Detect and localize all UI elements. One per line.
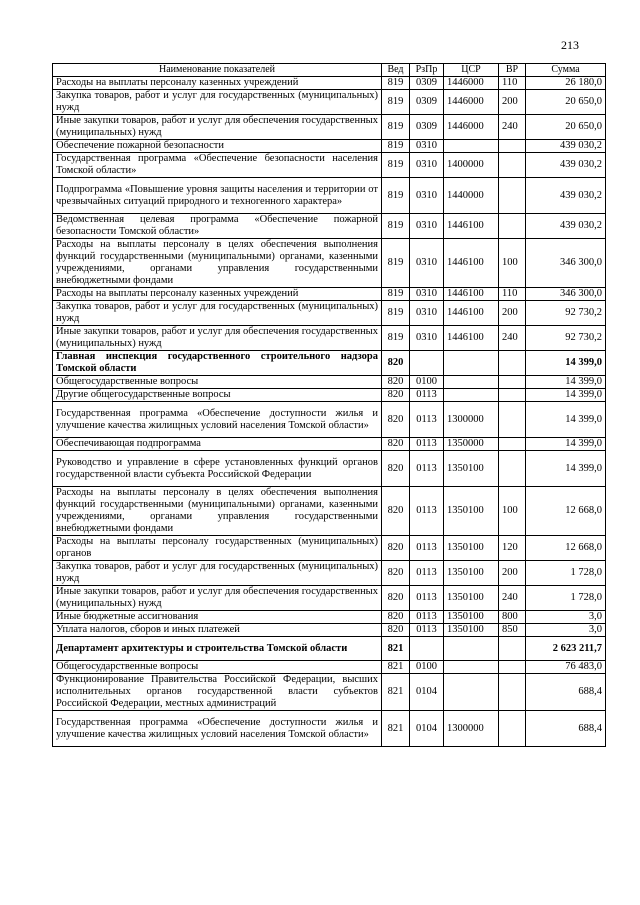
cell-sum: 439 030,2 (526, 178, 606, 214)
cell-vr: 100 (499, 239, 526, 288)
cell-ved: 820 (382, 487, 410, 536)
cell-csr: 1400000 (444, 153, 499, 178)
cell-name: Государственная программа «Обеспечение доступности жилья и улучшение качества жилищных условий населения Томской области» (53, 402, 382, 438)
cell-rzpr: 0113 (410, 389, 444, 402)
table-row (53, 611, 606, 624)
cell-rzpr: 0113 (410, 536, 444, 561)
cell-csr: 1350100 (444, 451, 499, 487)
cell-rzpr: 0113 (410, 611, 444, 624)
cell-csr: 1446100 (444, 301, 499, 326)
cell-rzpr: 0310 (410, 239, 444, 288)
cell-ved: 819 (382, 140, 410, 153)
cell-ved: 819 (382, 178, 410, 214)
table-row (53, 674, 606, 711)
table-row (53, 239, 606, 288)
table-row (53, 711, 606, 747)
cell-ved: 821 (382, 674, 410, 711)
cell-name: Главная инспекция государственного строительного надзора Томской области (53, 351, 382, 376)
cell-csr: 1350100 (444, 536, 499, 561)
table-row (53, 536, 606, 561)
cell-csr (444, 140, 499, 153)
cell-csr: 1300000 (444, 402, 499, 438)
cell-ved: 819 (382, 239, 410, 288)
cell-csr: 1350100 (444, 611, 499, 624)
cell-csr: 1446000 (444, 77, 499, 90)
cell-csr (444, 351, 499, 376)
table-row (53, 586, 606, 611)
cell-csr (444, 661, 499, 674)
cell-vr: 200 (499, 301, 526, 326)
table-row (53, 140, 606, 153)
cell-sum: 92 730,2 (526, 326, 606, 351)
cell-csr (444, 376, 499, 389)
table-row (53, 351, 606, 376)
cell-rzpr: 0113 (410, 451, 444, 487)
cell-ved: 820 (382, 402, 410, 438)
table-row (53, 115, 606, 140)
cell-name: Общегосударственные вопросы (53, 661, 382, 674)
cell-csr: 1446100 (444, 326, 499, 351)
cell-ved: 820 (382, 611, 410, 624)
cell-sum: 1 728,0 (526, 561, 606, 586)
header-csr: ЦСР (444, 64, 499, 77)
cell-ved: 819 (382, 77, 410, 90)
cell-vr: 120 (499, 536, 526, 561)
cell-rzpr: 0113 (410, 624, 444, 637)
cell-sum: 14 399,0 (526, 438, 606, 451)
cell-rzpr: 0310 (410, 288, 444, 301)
cell-name: Обеспечивающая подпрограмма (53, 438, 382, 451)
cell-name: Иные закупки товаров, работ и услуг для обеспечения государственных (муниципальных) нужд (53, 326, 382, 351)
cell-rzpr: 0310 (410, 153, 444, 178)
cell-ved: 819 (382, 115, 410, 140)
cell-csr: 1350100 (444, 561, 499, 586)
cell-sum: 20 650,0 (526, 115, 606, 140)
cell-sum: 346 300,0 (526, 239, 606, 288)
table-row (53, 438, 606, 451)
cell-name: Государственная программа «Обеспечение безопасности населения Томской области» (53, 153, 382, 178)
cell-rzpr: 0104 (410, 711, 444, 747)
cell-ved: 819 (382, 153, 410, 178)
cell-sum: 439 030,2 (526, 140, 606, 153)
cell-name: Иные закупки товаров, работ и услуг для обеспечения государственных (муниципальных) нужд (53, 586, 382, 611)
cell-name: Расходы на выплаты персоналу в целях обеспечения выполнения функций государственными (муниципальными) органами, казенными учреждениями, органами управления государственными внебюджетными фондами (53, 239, 382, 288)
cell-sum: 92 730,2 (526, 301, 606, 326)
cell-rzpr: 0310 (410, 140, 444, 153)
cell-vr (499, 674, 526, 711)
cell-sum: 3,0 (526, 624, 606, 637)
cell-name: Руководство и управление в сфере установленных функций органов государственной власти субъекта Российской Федерации (53, 451, 382, 487)
cell-vr (499, 178, 526, 214)
cell-vr (499, 402, 526, 438)
cell-vr (499, 438, 526, 451)
cell-csr: 1350100 (444, 487, 499, 536)
cell-sum: 1 728,0 (526, 586, 606, 611)
cell-name: Ведомственная целевая программа «Обеспечение пожарной безопасности Томской области» (53, 214, 382, 239)
cell-csr: 1440000 (444, 178, 499, 214)
header-ved: Вед (382, 64, 410, 77)
table-row (53, 178, 606, 214)
table-body (53, 77, 606, 747)
cell-csr (444, 389, 499, 402)
cell-rzpr: 0113 (410, 561, 444, 586)
cell-rzpr (410, 351, 444, 376)
cell-vr (499, 376, 526, 389)
cell-rzpr: 0113 (410, 402, 444, 438)
cell-name: Иные бюджетные ассигнования (53, 611, 382, 624)
cell-vr (499, 711, 526, 747)
cell-rzpr: 0100 (410, 376, 444, 389)
cell-name: Функционирование Правительства Российской Федерации, высших исполнительных органов государственной власти субъектов Российской Федерации, местных администраций (53, 674, 382, 711)
table-row (53, 301, 606, 326)
cell-ved: 819 (382, 90, 410, 115)
cell-ved: 820 (382, 561, 410, 586)
cell-csr: 1350000 (444, 438, 499, 451)
header-rzpr: РзПр (410, 64, 444, 77)
cell-csr: 1446100 (444, 239, 499, 288)
cell-name: Закупка товаров, работ и услуг для государственных (муниципальных) нужд (53, 90, 382, 115)
cell-sum: 20 650,0 (526, 90, 606, 115)
cell-vr (499, 140, 526, 153)
cell-rzpr: 0104 (410, 674, 444, 711)
cell-ved: 819 (382, 288, 410, 301)
cell-csr (444, 637, 499, 661)
cell-ved: 819 (382, 326, 410, 351)
cell-vr (499, 389, 526, 402)
cell-ved: 819 (382, 214, 410, 239)
cell-vr (499, 661, 526, 674)
cell-ved: 819 (382, 301, 410, 326)
cell-sum: 439 030,2 (526, 214, 606, 239)
table-row (53, 389, 606, 402)
table-row (53, 77, 606, 90)
cell-vr: 200 (499, 561, 526, 586)
table-row (53, 288, 606, 301)
cell-ved: 820 (382, 438, 410, 451)
cell-ved: 820 (382, 389, 410, 402)
table-row (53, 326, 606, 351)
cell-name: Государственная программа «Обеспечение доступности жилья и улучшение качества жилищных условий населения Томской области» (53, 711, 382, 747)
cell-name: Общегосударственные вопросы (53, 376, 382, 389)
cell-vr: 200 (499, 90, 526, 115)
cell-rzpr (410, 637, 444, 661)
table-row (53, 214, 606, 239)
cell-csr: 1446000 (444, 115, 499, 140)
cell-vr: 800 (499, 611, 526, 624)
table-row (53, 90, 606, 115)
cell-sum: 14 399,0 (526, 351, 606, 376)
table-row (53, 561, 606, 586)
cell-name: Расходы на выплаты персоналу казенных учреждений (53, 288, 382, 301)
cell-sum: 14 399,0 (526, 402, 606, 438)
cell-csr: 1446100 (444, 288, 499, 301)
cell-name: Закупка товаров, работ и услуг для государственных (муниципальных) нужд (53, 561, 382, 586)
cell-ved: 821 (382, 661, 410, 674)
cell-sum: 346 300,0 (526, 288, 606, 301)
cell-vr (499, 637, 526, 661)
table-row (53, 451, 606, 487)
cell-name: Уплата налогов, сборов и иных платежей (53, 624, 382, 637)
cell-name: Другие общегосударственные вопросы (53, 389, 382, 402)
cell-rzpr: 0310 (410, 301, 444, 326)
cell-name: Департамент архитектуры и строительства Томской области (53, 637, 382, 661)
cell-rzpr: 0113 (410, 438, 444, 451)
cell-csr (444, 674, 499, 711)
cell-ved: 821 (382, 711, 410, 747)
cell-vr: 240 (499, 586, 526, 611)
cell-vr (499, 451, 526, 487)
budget-table (52, 63, 606, 747)
cell-rzpr: 0309 (410, 90, 444, 115)
cell-sum: 14 399,0 (526, 389, 606, 402)
cell-vr (499, 214, 526, 239)
page-number: 213 (561, 38, 579, 52)
cell-sum: 688,4 (526, 711, 606, 747)
table-row (53, 624, 606, 637)
cell-sum: 14 399,0 (526, 451, 606, 487)
cell-sum: 688,4 (526, 674, 606, 711)
cell-vr (499, 153, 526, 178)
header-vr: ВР (499, 64, 526, 77)
cell-rzpr: 0309 (410, 115, 444, 140)
cell-ved: 820 (382, 451, 410, 487)
cell-name: Расходы на выплаты персоналу в целях обеспечения выполнения функций государственными (муниципальными) органами, казенными учреждениями, органами управления государственными внебюджетными фондами (53, 487, 382, 536)
cell-name: Расходы на выплаты персоналу казенных учреждений (53, 77, 382, 90)
cell-name: Расходы на выплаты персоналу государственных (муниципальных) органов (53, 536, 382, 561)
cell-sum: 3,0 (526, 611, 606, 624)
cell-sum: 12 668,0 (526, 536, 606, 561)
cell-rzpr: 0309 (410, 77, 444, 90)
cell-csr: 1446100 (444, 214, 499, 239)
cell-vr: 100 (499, 487, 526, 536)
cell-sum: 12 668,0 (526, 487, 606, 536)
cell-ved: 821 (382, 637, 410, 661)
table-row (53, 637, 606, 661)
cell-rzpr: 0100 (410, 661, 444, 674)
cell-ved: 820 (382, 586, 410, 611)
cell-sum: 76 483,0 (526, 661, 606, 674)
cell-csr: 1300000 (444, 711, 499, 747)
cell-vr: 240 (499, 326, 526, 351)
table-row (53, 376, 606, 389)
cell-ved: 820 (382, 376, 410, 389)
cell-sum: 439 030,2 (526, 153, 606, 178)
cell-vr: 850 (499, 624, 526, 637)
table-row (53, 402, 606, 438)
header-name: Наименование показателей (53, 64, 382, 77)
cell-name: Обеспечение пожарной безопасности (53, 140, 382, 153)
cell-csr: 1350100 (444, 586, 499, 611)
cell-csr: 1446000 (444, 90, 499, 115)
table-row (53, 661, 606, 674)
table-header-row (53, 64, 606, 77)
cell-csr: 1350100 (444, 624, 499, 637)
cell-sum: 14 399,0 (526, 376, 606, 389)
cell-name: Иные закупки товаров, работ и услуг для обеспечения государственных (муниципальных) нужд (53, 115, 382, 140)
cell-sum: 26 180,0 (526, 77, 606, 90)
cell-rzpr: 0113 (410, 586, 444, 611)
cell-vr (499, 351, 526, 376)
cell-rzpr: 0310 (410, 214, 444, 239)
cell-ved: 820 (382, 351, 410, 376)
cell-name: Закупка товаров, работ и услуг для государственных (муниципальных) нужд (53, 301, 382, 326)
cell-ved: 820 (382, 624, 410, 637)
cell-vr: 240 (499, 115, 526, 140)
cell-sum: 2 623 211,7 (526, 637, 606, 661)
cell-vr: 110 (499, 77, 526, 90)
cell-rzpr: 0310 (410, 326, 444, 351)
cell-rzpr: 0113 (410, 487, 444, 536)
cell-name: Подпрограмма «Повышение уровня защиты населения и территории от чрезвычайных ситуаций природного и техногенного характера» (53, 178, 382, 214)
cell-rzpr: 0310 (410, 178, 444, 214)
cell-vr: 110 (499, 288, 526, 301)
header-sum: Сумма (526, 64, 606, 77)
table-row (53, 487, 606, 536)
cell-ved: 820 (382, 536, 410, 561)
table-row (53, 153, 606, 178)
